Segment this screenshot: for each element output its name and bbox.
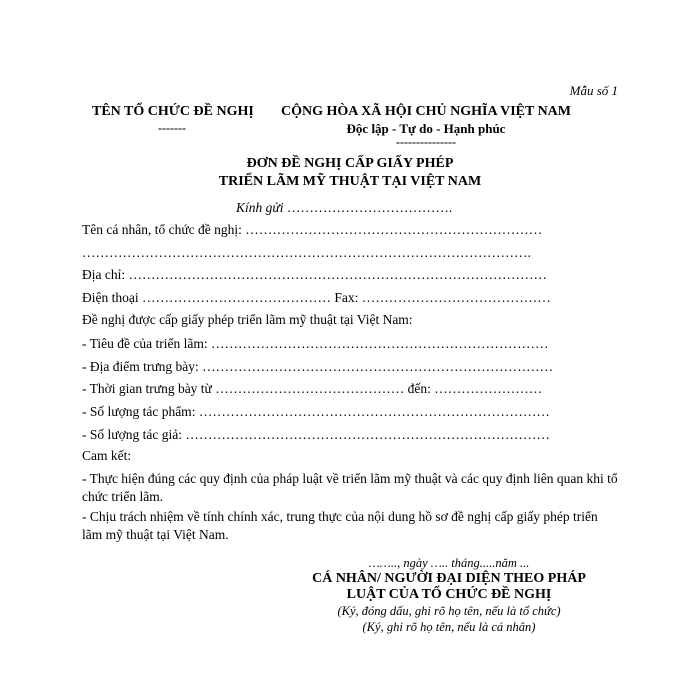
applicant-name-field: Tên cá nhân, tổ chức đề nghị: ………………………………………………………… [82, 222, 543, 237]
signature-note-organization: (Ký, đóng dấu, ghi rõ họ tên, nếu là tổ chức) [337, 604, 561, 618]
authors-count-field: - Số lượng tác giả: ……………………………………………………………………… [82, 427, 550, 442]
request-intro: Đề nghị được cấp giấy phép triển lãm mỹ thuật tại Việt Nam: [82, 312, 413, 327]
exhibition-title-field: - Tiêu đề của triển lãm: ………………………………………………………………… [82, 336, 549, 351]
document-title-line2: TRIỂN LÃM MỸ THUẬT TẠI VIỆT NAM [218, 174, 482, 189]
commitment-item-1: - Thực hiện đúng các quy định của pháp luật về triển lãm mỹ thuật và các quy định liên quan khi tổ chức triển lãm. [82, 471, 618, 504]
signatory-title-line2: LUẬT CỦA TỔ CHỨC ĐỀ NGHỊ [346, 587, 552, 602]
signatory-title-line1: CÁ NHÂN/ NGƯỜI ĐẠI DIỆN THEO PHÁP [312, 571, 586, 586]
national-title: CỘNG HÒA XÃ HỘI CHỦ NGHĨA VIỆT NAM [280, 104, 571, 119]
commitment-item-2: - Chịu trách nhiệm về tính chính xác, trung thực của nội dung hồ sơ đề nghị cấp giấy phép triển lãm mỹ thuật tại Việt Nam. [82, 509, 598, 542]
organization-name-label: TÊN TỔ CHỨC ĐỀ NGHỊ [92, 104, 254, 119]
organization-divider: ------- [158, 121, 186, 135]
addressee-line [236, 200, 452, 216]
exhibition-venue-field: - Địa điểm trưng bày: …………………………………………………………………… [82, 359, 554, 374]
addressee-blank: ………………………………. [283, 200, 453, 215]
exhibition-time-field: - Thời gian trưng bày từ …………………………………… đến: …………………… [82, 381, 543, 396]
commitment-heading: Cam kết: [82, 448, 132, 463]
works-count-field: - Số lượng tác phẩm: …………………………………………………………………… [82, 404, 550, 419]
address-field: Địa chỉ: ………………………………………………………………………………… [82, 267, 547, 282]
form-number: Mẫu số 1 [569, 83, 618, 98]
phone-fax-field: Điện thoại …………………………………… Fax: …………………………………… [82, 290, 551, 305]
motto-divider: --------------- [396, 135, 456, 149]
national-motto: Độc lập - Tự do - Hạnh phúc [346, 121, 506, 136]
signature-note-individual: (Ký, ghi rõ họ tên, nếu là cá nhân) [362, 620, 536, 634]
addressee-label: Kính gửi [236, 200, 284, 215]
document-title-line1: ĐƠN ĐỀ NGHỊ CẤP GIẤY PHÉP [246, 156, 454, 171]
date-line: …….., ngày ….. tháng.....năm ... [368, 556, 530, 570]
applicant-name-continuation: ………………………………………………………………………………………. [82, 245, 531, 260]
